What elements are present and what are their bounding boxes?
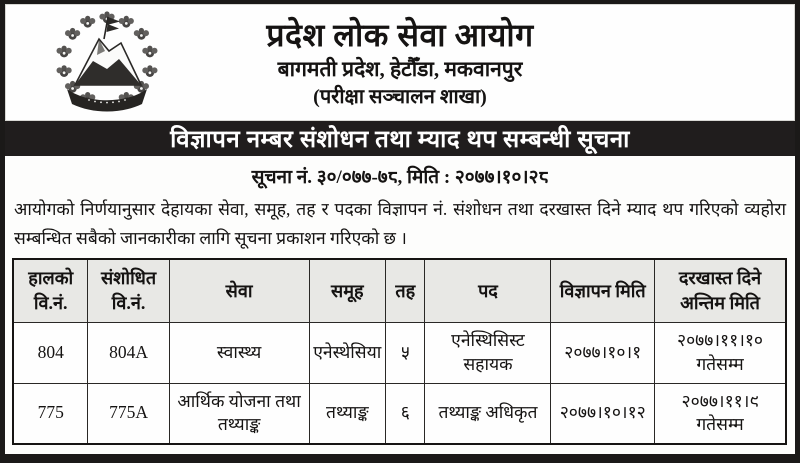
cell-post: तथ्याङ्क अधिकृत	[425, 383, 551, 444]
notice-table-container	[12, 258, 787, 445]
cell-revised-ad-no: 804A	[88, 322, 169, 383]
mountain	[75, 39, 141, 85]
org-address: बागमती प्रदेश, हेटौँडा, मकवानपुर	[277, 56, 523, 81]
org-branch: (परीक्षा सञ्चालन शाखा)	[313, 85, 487, 108]
notice-body-paragraph: आयोगको निर्णयानुसार देहायका सेवा, समूह, तह र पदका विज्ञापन नं. संशोधन तथा दरखास्त दिने म्याद थप गरिएको व्यहोरा सम्बन्धित सबैको जानकारीका लागि सूचना प्रकाशन गरिएको छ ।	[14, 199, 786, 248]
col-header-revised-ad-no: संशोधित वि.नं.	[88, 259, 169, 322]
cell-last-date: २०७७।११।९ गतेसम्म	[655, 383, 786, 444]
cell-ad-date: २०७७।१०।१२	[551, 383, 655, 444]
col-header-last-date: दरखास्त दिने अन्तिम मिति	[655, 259, 786, 322]
col-header-group: समूह	[309, 259, 386, 322]
table-header-row	[13, 259, 786, 322]
table-row	[13, 322, 786, 383]
ribbon	[67, 89, 147, 112]
notice-title-banner: विज्ञापन नम्बर संशोधन तथा म्याद थप सम्बन्धी सूचना	[4, 121, 796, 156]
col-header-current-ad-no: हालको वि.नं.	[13, 259, 88, 322]
cell-service: आर्थिक योजना तथा तथ्याङ्क	[169, 383, 309, 444]
cell-current-ad-no: 804	[13, 322, 88, 383]
cell-level: ५	[386, 322, 425, 383]
table-row	[13, 383, 786, 444]
cell-post: एनेस्थिसिस्ट सहायक	[425, 322, 551, 383]
cell-group: तथ्याङ्क	[309, 383, 386, 444]
cell-current-ad-no: 775	[13, 383, 88, 444]
col-header-ad-date: विज्ञापन मिति	[551, 259, 655, 322]
cell-last-date: २०७७।११।१० गतेसम्म	[655, 322, 786, 383]
cell-level: ६	[386, 383, 425, 444]
notice-number-line: सूचना नं. ३०/०७७-७८, मिति : २०७७।१०।२८	[251, 166, 549, 188]
col-header-level: तह	[386, 259, 425, 322]
cell-service: स्वास्थ्य	[169, 322, 309, 383]
nepal-psc-emblem-icon	[45, 11, 169, 115]
col-header-service: सेवा	[169, 259, 309, 322]
vacancy-revision-table	[12, 258, 787, 445]
col-header-post: पद	[425, 259, 551, 322]
cell-revised-ad-no: 775A	[88, 383, 169, 444]
org-name: प्रदेश लोक सेवा आयोग	[266, 17, 534, 54]
document-header	[5, 4, 795, 121]
cell-ad-date: २०७७।१०।१	[551, 322, 655, 383]
cell-group: एनेस्थेसिया	[309, 322, 386, 383]
